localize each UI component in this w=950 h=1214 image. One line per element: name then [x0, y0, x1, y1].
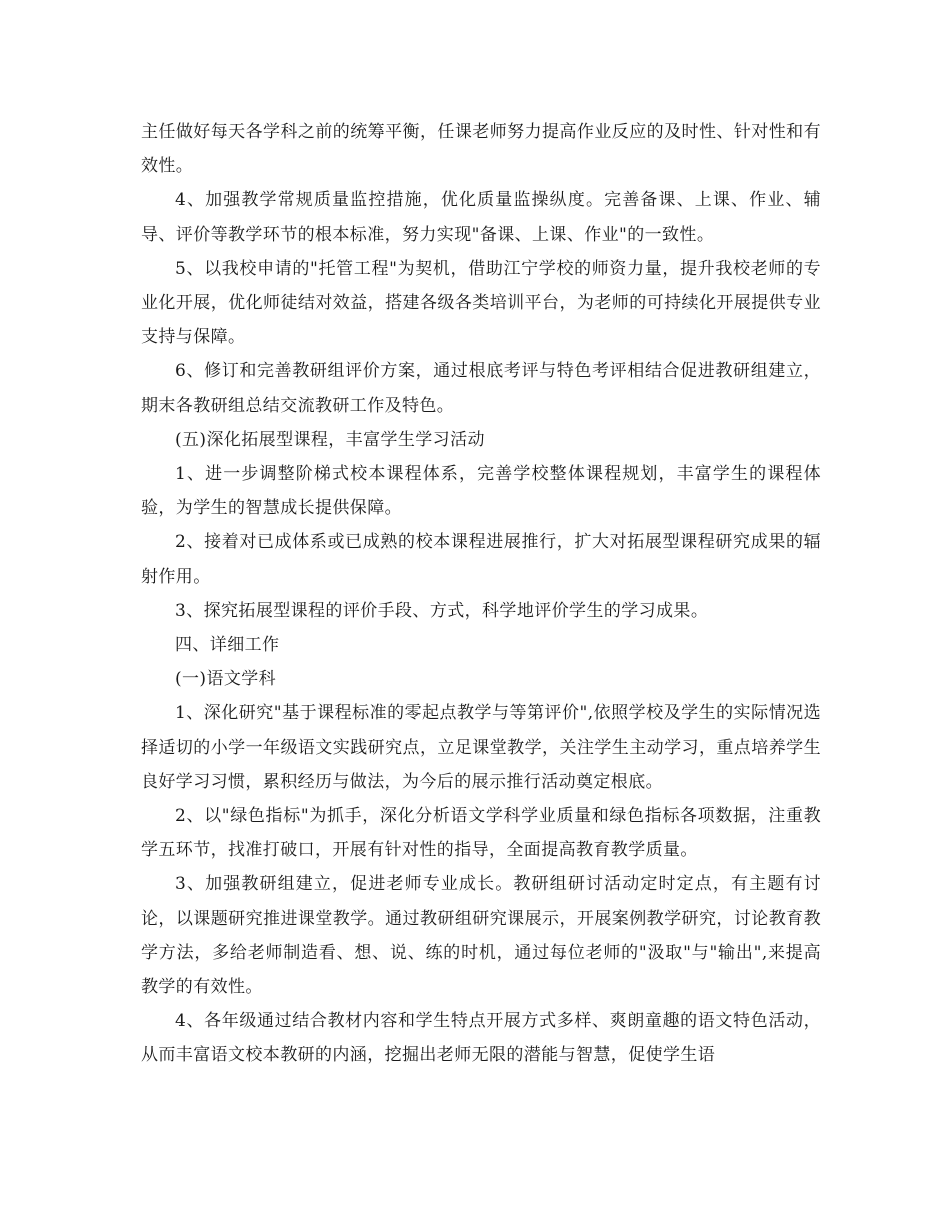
paragraph: 2、以"绿色指标"为抓手，深化分析语文学科学业质量和绿色指标各项数据，注重教学五环节，找准打破口，开展有针对性的指导，全面提高教育教学质量。 — [141, 806, 821, 861]
paragraph: 2、接着对已成体系或已成熟的校本课程进展推行，扩大对拓展型课程研究成果的辐射作用。 — [141, 532, 821, 587]
paragraph: 4、各年级通过结合教材内容和学生特点开展方式多样、爽朗童趣的语文特色活动，从而丰富语文校本教研的内涵，挖掘出老师无限的潜能与智慧，促使学生语 — [141, 1011, 821, 1066]
paragraph: 1、深化研究"基于课程标准的零起点教学与等第评价",依照学校及学生的实际情况选择适切的小学一年级语文实践研究点，立足课堂教学，关注学生主动学习，重点培养学生良好学习习惯，累积经历与做法，为今后的展示推行活动奠定根底。 — [141, 703, 821, 792]
paragraph: 1、进一步调整阶梯式校本课程体系，完善学校整体课程规划，丰富学生的课程体验，为学生的智慧成长提供保障。 — [141, 464, 821, 519]
paragraph: 主任做好每天各学科之前的统筹平衡，任课老师努力提高作业反应的及时性、针对性和有效性。 — [141, 122, 821, 177]
paragraph: 3、探究拓展型课程的评价手段、方式，科学地评价学生的学习成果。 — [175, 600, 709, 621]
paragraph: 6、修订和完善教研组评价方案，通过根底考评与特色考评相结合促进教研组建立，期末各教研组总结交流教研工作及特色。 — [141, 361, 821, 416]
document-body — [141, 115, 821, 1073]
section-heading: (一)语文学科 — [175, 669, 277, 690]
section-heading: (五)深化拓展型课程，丰富学生学习活动 — [175, 429, 485, 450]
paragraph: 5、以我校申请的"托管工程"为契机，借助江宁学校的师资力量，提升我校老师的专业化开展，优化师徒结对效益，搭建各级各类培训平台，为老师的可持续化开展提供专业支持与保障。 — [141, 258, 821, 348]
paragraph: 4、加强教学常规质量监控措施，优化质量监操纵度。完善备课、上课、作业、辅导、评价等教学环节的根本标准，努力实现"备课、上课、作业"的一致性。 — [141, 190, 821, 245]
paragraph: 3、加强教研组建立，促进老师专业成长。教研组研讨活动定时定点，有主题有讨论，以课题研究推进课堂教学。通过教研组研究课展示，开展案例教学研究，讨论教育教学方法，多给老师制造看、想、说、练的时机，通过每位老师的"汲取"与"输出",来提高教学的有效性。 — [141, 874, 821, 998]
section-heading: 四、详细工作 — [175, 635, 280, 656]
